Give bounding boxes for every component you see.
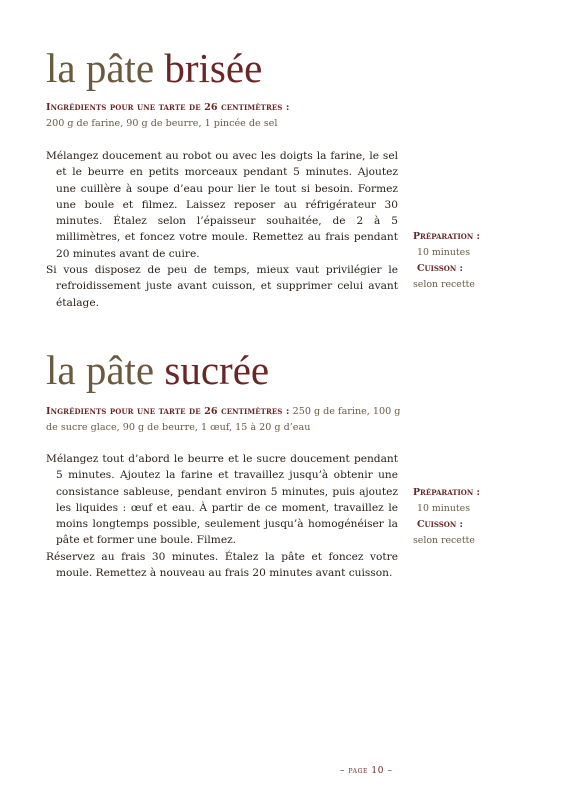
instruction-paragraph: Si vous disposez de peu de temps, mieux vaut privilégier le refroidissement juste avant cuisson, et supprimer celui avant étalage. bbox=[46, 264, 398, 309]
timing-sidebar-brisee bbox=[413, 229, 523, 293]
ingredients-list: 200 g de farine, 90 g de beurre, 1 pincée de sel bbox=[46, 118, 278, 129]
prep-value: 10 minutes bbox=[417, 503, 470, 514]
ingredients-list: 250 g de farine, 100 g de sucre glace, 90 g de beurre, 1 œuf, 15 à 20 g d’eau bbox=[46, 406, 401, 433]
instructions-sucree bbox=[46, 451, 398, 581]
recipe-title-dark: brisée bbox=[164, 45, 263, 91]
cook-value: selon recette bbox=[413, 535, 475, 546]
instruction-paragraph: Réservez au frais 30 minutes. Étalez la pâte et foncez votre moule. Remettez à nouveau au frais 20 minutes avant cuisson. bbox=[46, 550, 398, 580]
recipe-title-light: la pâte bbox=[46, 347, 155, 393]
instructions-brisee bbox=[46, 148, 398, 311]
ingredients-label: Ingrédients pour une tarte de 26 centimètres : bbox=[46, 102, 290, 113]
ingredients-block-brisee bbox=[46, 100, 406, 132]
prep-label: Préparation : bbox=[413, 231, 480, 242]
ingredients-label: Ingrédients pour une tarte de 26 centimètres : bbox=[46, 406, 290, 417]
cook-label: Cuisson : bbox=[417, 263, 464, 274]
cook-value: selon recette bbox=[413, 279, 475, 290]
recipe-title-brisee bbox=[46, 45, 263, 91]
prep-label: Préparation : bbox=[413, 487, 480, 498]
instruction-paragraph: Mélangez tout d’abord le beurre et le sucre doucement pendant 5 minutes. Ajoutez la farine et travaillez jusqu’à obtenir une consistance sableuse, pendant environ 5 minutes, puis ajoutez les liquides : œuf et eau. À partir de ce moment, travaillez le moins longtemps possible, seulement jusqu’à homogénéiser la pâte et former une boule. Filmez. bbox=[46, 453, 398, 547]
timing-sidebar-sucree bbox=[413, 485, 523, 549]
instruction-paragraph: Mélangez doucement au robot ou avec les doigts la farine, le sel et le beurre en petits morceaux pendant 5 minutes. Ajoutez une cuillère à soupe d’eau pour lier le tout si besoin. Formez une boule et filmez. Laissez reposer au réfrigérateur 30 minutes. Étalez selon l’épaisseur souhaitée, de 2 à 5 millimètres, et foncez votre moule. Remettez au frais pendant 20 minutes avant de cuire. bbox=[46, 150, 398, 260]
cook-label: Cuisson : bbox=[417, 519, 464, 530]
recipe-title-sucree bbox=[46, 347, 270, 393]
ingredients-block-sucree bbox=[46, 404, 406, 436]
recipe-title-light: la pâte bbox=[46, 45, 155, 91]
prep-value: 10 minutes bbox=[417, 247, 470, 258]
page-number: – page 10 – bbox=[340, 766, 393, 776]
recipe-title-dark: sucrée bbox=[164, 347, 270, 393]
